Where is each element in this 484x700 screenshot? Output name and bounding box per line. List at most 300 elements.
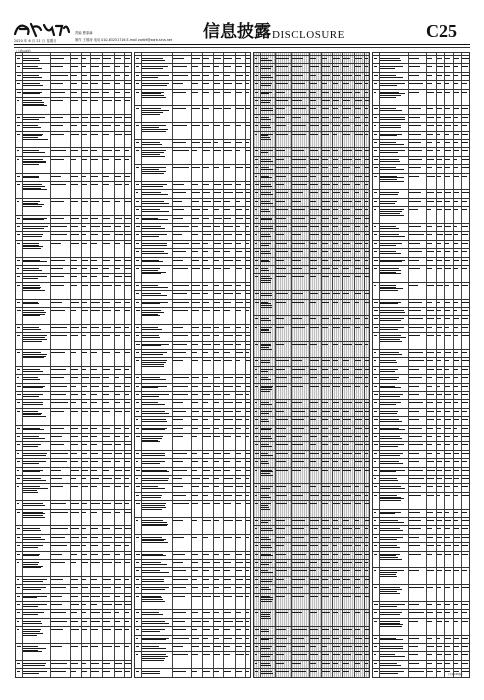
table-row (135, 517, 250, 535)
fine-print-text (23, 515, 43, 516)
fine-print-text (365, 293, 369, 294)
fine-print-text (91, 276, 97, 277)
table-row (16, 626, 131, 644)
fine-print-text (409, 226, 421, 227)
fine-print-text (82, 562, 88, 563)
fine-print-text (23, 270, 42, 271)
fine-print-text (445, 554, 451, 555)
fine-print-text (82, 470, 88, 471)
fine-print-text (203, 234, 211, 235)
fine-print-text (322, 638, 330, 639)
fine-print-text (103, 528, 110, 529)
fine-print-text (409, 234, 424, 235)
fine-print-text (343, 218, 350, 219)
fine-print-text (82, 596, 89, 597)
fine-print-text (276, 520, 285, 521)
fine-print-text (261, 547, 272, 548)
fine-print-text (454, 134, 459, 135)
fine-print-text (365, 419, 370, 420)
fine-print-text (333, 360, 338, 361)
fine-print-text (214, 495, 221, 496)
fine-print-text (292, 461, 304, 462)
fine-print-text (91, 377, 100, 378)
fine-print-text (103, 478, 112, 479)
fine-print-text (23, 444, 41, 445)
fine-print-text (136, 579, 139, 580)
fine-print-text (115, 545, 121, 546)
fine-print-text (142, 453, 165, 454)
fine-print-text (214, 251, 220, 252)
fine-print-text (343, 58, 350, 59)
table-row (16, 332, 131, 350)
fine-print-text (333, 58, 340, 59)
fine-print-text (437, 352, 441, 353)
fine-print-text (246, 520, 251, 521)
fine-print-text (82, 402, 87, 403)
fine-print-text (236, 302, 243, 303)
fine-print-text (427, 604, 432, 605)
fine-print-text (261, 280, 271, 281)
fine-print-text (380, 352, 399, 353)
fine-print-text (255, 108, 257, 109)
fine-print-text (115, 470, 122, 471)
fine-print-text (71, 310, 76, 311)
fine-print-text (380, 335, 401, 336)
fine-print-text (103, 134, 109, 135)
fine-print-text (125, 453, 131, 454)
fine-print-text (23, 218, 47, 219)
fine-print-text (261, 612, 271, 613)
fine-print-text (454, 268, 458, 269)
fine-print-text (23, 453, 47, 454)
fine-print-text (91, 75, 99, 76)
fine-print-text (445, 461, 450, 462)
fine-print-text (322, 260, 328, 261)
fine-print-text (462, 327, 468, 328)
fine-print-text (71, 663, 78, 664)
fine-print-text (276, 638, 287, 639)
fine-print-text (115, 562, 121, 563)
fine-print-text (23, 547, 38, 548)
fine-print-text (380, 419, 399, 420)
fine-print-text (380, 665, 401, 666)
fine-print-text (374, 444, 378, 445)
fine-print-text (142, 273, 161, 274)
fine-print-text (292, 260, 301, 261)
fine-print-text (192, 629, 197, 630)
fine-print-text (246, 285, 251, 286)
fine-print-text (246, 428, 249, 429)
fine-print-text (71, 478, 76, 479)
fine-print-text (261, 176, 269, 177)
fine-print-text (125, 612, 129, 613)
fine-print-text (214, 394, 221, 395)
fine-print-text (322, 92, 329, 93)
fine-print-text (173, 83, 183, 84)
fine-print-text (246, 386, 250, 387)
fine-print-text (437, 285, 443, 286)
fine-print-text (355, 192, 359, 193)
fine-print-text (173, 285, 189, 286)
fine-print-text (82, 327, 87, 328)
fine-print-text (292, 243, 305, 244)
fine-print-text (276, 243, 287, 244)
fine-print-text (454, 108, 459, 109)
fine-print-text (343, 386, 351, 387)
fine-print-text (292, 562, 305, 563)
fine-print-text (322, 428, 328, 429)
fine-print-text (454, 251, 458, 252)
fine-print-text (173, 142, 186, 143)
fine-print-text (365, 537, 368, 538)
fine-print-text (333, 209, 338, 210)
fine-print-text (255, 436, 258, 437)
fine-print-text (292, 596, 304, 597)
fine-print-text (380, 471, 396, 472)
fine-print-text (125, 310, 130, 311)
fine-print-text (214, 554, 219, 555)
fine-print-text (409, 369, 419, 370)
fine-print-text (23, 125, 38, 126)
fine-print-text (246, 411, 250, 412)
fine-print-text (142, 428, 167, 429)
fine-print-text (310, 327, 319, 328)
fine-print-text (343, 411, 349, 412)
fine-print-text (445, 646, 450, 647)
fine-print-text (136, 419, 138, 420)
fine-print-text (142, 150, 166, 151)
fine-print-text (355, 251, 360, 252)
fine-print-text (454, 654, 458, 655)
fine-print-text (255, 419, 258, 420)
fine-print-text (115, 453, 122, 454)
fine-print-text (255, 654, 257, 655)
fine-print-text (173, 92, 186, 93)
fine-print-text (246, 251, 250, 252)
fine-print-text (462, 167, 469, 168)
fine-print-text (310, 579, 319, 580)
fine-print-text (365, 554, 369, 555)
fine-print-text (380, 624, 403, 625)
fine-print-text (454, 150, 459, 151)
fine-print-text (23, 85, 43, 86)
fine-print-text (374, 142, 377, 143)
fine-print-text (462, 251, 467, 252)
table-row (135, 265, 250, 283)
fine-print-text (23, 579, 47, 580)
fine-print-text (322, 596, 329, 597)
fine-print-text (454, 512, 458, 513)
fine-print-text (91, 100, 98, 101)
fine-print-text (142, 360, 167, 361)
fine-print-text (355, 243, 362, 244)
fine-print-text (71, 58, 78, 59)
fine-print-text (71, 125, 77, 126)
fine-print-text (322, 671, 330, 672)
fine-print-text (445, 117, 451, 118)
fine-print-text (437, 201, 442, 202)
fine-print-text (246, 470, 250, 471)
fine-print-text (427, 402, 433, 403)
fine-print-text (71, 512, 79, 513)
fine-print-text (427, 428, 433, 429)
fine-print-text (292, 654, 307, 655)
table-row (16, 643, 131, 661)
fine-print-text (142, 524, 168, 525)
fine-print-text (380, 646, 403, 647)
fine-print-text (437, 260, 442, 261)
fine-print-text (136, 537, 139, 538)
fine-print-text (427, 486, 433, 487)
fine-print-text (261, 444, 269, 445)
fine-print-text (333, 218, 338, 219)
fine-print-text (51, 134, 64, 135)
fine-print-text (136, 260, 139, 261)
fine-print-text (276, 428, 286, 429)
fine-print-text (224, 293, 233, 294)
fine-print-text (142, 503, 166, 504)
fine-print-text (125, 302, 130, 303)
fine-print-text (173, 629, 186, 630)
fine-print-text (125, 285, 131, 286)
fine-print-text (409, 402, 423, 403)
fine-print-text (103, 268, 109, 269)
fine-print-text (142, 656, 168, 657)
fine-print-text (214, 344, 220, 345)
fine-print-text (343, 150, 352, 151)
fine-print-text (23, 581, 43, 582)
fine-print-text (310, 537, 318, 538)
fine-print-text (374, 302, 378, 303)
fine-print-text (355, 486, 359, 487)
fine-print-text (142, 639, 166, 640)
fine-print-text (445, 520, 451, 521)
fine-print-text (82, 335, 86, 336)
fine-print-text (91, 386, 99, 387)
fine-print-text (322, 503, 328, 504)
fine-print-text (23, 337, 45, 338)
fine-print-text (203, 503, 210, 504)
fine-print-text (310, 92, 316, 93)
fine-print-text (23, 471, 40, 472)
fine-print-text (462, 554, 468, 555)
fine-print-text (91, 58, 100, 59)
table-column-block (372, 52, 470, 678)
fine-print-text (261, 192, 271, 193)
fine-print-text (136, 621, 138, 622)
fine-print-text (310, 100, 316, 101)
fine-print-text (380, 260, 405, 261)
fine-print-text (343, 486, 351, 487)
section-title: 信息披露 (203, 22, 271, 42)
fine-print-text (261, 347, 269, 348)
fine-print-text (310, 377, 317, 378)
fine-print-text (380, 557, 398, 558)
fine-print-text (23, 648, 46, 649)
fine-print-text (23, 102, 44, 103)
fine-print-text (142, 471, 169, 472)
fine-print-text (236, 310, 241, 311)
fine-print-text (91, 528, 98, 529)
fine-print-text (333, 293, 340, 294)
fine-print-text (224, 192, 233, 193)
fine-print-text (142, 386, 167, 387)
fine-print-text (51, 579, 63, 580)
table-row (254, 467, 369, 485)
fine-print-text (192, 503, 198, 504)
fine-print-text (322, 234, 330, 235)
fine-print-text (214, 260, 219, 261)
fine-print-text (203, 453, 209, 454)
fine-print-text (374, 327, 378, 328)
fine-print-text (261, 330, 269, 331)
fine-print-text (173, 428, 183, 429)
fine-print-text (292, 318, 302, 319)
fine-print-text (23, 530, 41, 531)
fine-print-text (255, 58, 257, 59)
fine-print-text (246, 167, 250, 168)
fine-print-text (142, 192, 161, 193)
fine-print-text (365, 386, 368, 387)
table-row (254, 131, 369, 149)
fine-print-text (310, 428, 319, 429)
fine-print-text (203, 335, 210, 336)
fine-print-text (261, 110, 273, 111)
fine-print-text (125, 134, 131, 135)
fine-print-text (236, 537, 241, 538)
table-row (254, 383, 369, 401)
fine-print-text (462, 268, 467, 269)
fine-print-text (51, 612, 66, 613)
fine-print-text (142, 226, 161, 227)
table-row (373, 492, 469, 510)
fine-print-text (427, 302, 432, 303)
fine-print-text (462, 58, 469, 59)
fine-print-text (365, 150, 370, 151)
fine-print-text (310, 117, 319, 118)
fine-print-text (310, 562, 317, 563)
fine-print-text (192, 66, 198, 67)
fine-print-text (23, 189, 47, 190)
fine-print-text (333, 646, 340, 647)
table-row (135, 677, 250, 678)
fine-print-text (409, 251, 422, 252)
fine-print-text (374, 663, 377, 664)
fine-print-text (71, 75, 77, 76)
table-row (16, 131, 131, 149)
fine-print-text (142, 542, 168, 543)
fine-print-text (51, 453, 68, 454)
fine-print-text (125, 176, 130, 177)
fine-print-text (333, 318, 340, 319)
header-rule (14, 44, 470, 45)
fine-print-text (142, 154, 160, 155)
fine-print-text (17, 218, 20, 219)
table-row (254, 593, 369, 611)
fine-print-text (437, 117, 441, 118)
fine-print-text (462, 394, 468, 395)
fine-print-text (380, 404, 396, 405)
fine-print-text (374, 209, 376, 210)
fine-print-text (365, 318, 368, 319)
fine-print-text (322, 646, 327, 647)
fine-print-text (82, 604, 86, 605)
fine-print-text (462, 520, 469, 521)
fine-print-text (91, 394, 97, 395)
fine-print-text (261, 327, 272, 328)
fine-print-text (380, 591, 397, 592)
fine-print-text (173, 125, 187, 126)
fine-print-text (343, 251, 351, 252)
fine-print-text (23, 288, 40, 289)
fine-print-text (310, 360, 319, 361)
fine-print-text (322, 453, 330, 454)
table-row (254, 677, 369, 678)
fine-print-text (136, 587, 139, 588)
fine-print-text (365, 192, 368, 193)
fine-print-text (437, 226, 442, 227)
fine-print-text (236, 218, 243, 219)
fine-print-text (115, 478, 121, 479)
fine-print-text (380, 621, 400, 622)
table-row (16, 408, 131, 426)
fine-print-text (51, 604, 62, 605)
newspaper-logo (14, 20, 70, 38)
fine-print-text (462, 125, 467, 126)
fine-print-text (310, 125, 319, 126)
fine-print-text (23, 488, 48, 489)
fine-print-text (71, 671, 76, 672)
fine-print-text (292, 587, 303, 588)
fine-print-text (462, 663, 468, 664)
fine-print-text (246, 671, 249, 672)
fine-print-text (236, 251, 242, 252)
fine-print-text (17, 562, 19, 563)
fine-print-text (224, 310, 230, 311)
fine-print-text (23, 66, 38, 67)
fine-print-text (276, 100, 288, 101)
fine-print-text (261, 555, 273, 556)
fine-print-text (454, 226, 457, 227)
fine-print-text (292, 570, 307, 571)
fine-print-text (214, 201, 221, 202)
fine-print-text (365, 360, 369, 361)
fine-print-text (261, 377, 268, 378)
fine-print-text (333, 386, 340, 387)
table-row (373, 551, 469, 569)
fine-print-text (276, 554, 286, 555)
fine-print-text (261, 93, 269, 94)
fine-print-text (445, 192, 451, 193)
fine-print-text (115, 579, 121, 580)
fine-print-text (437, 444, 441, 445)
fine-print-text (142, 394, 169, 395)
fine-print-text (365, 663, 368, 664)
fine-print-text (203, 562, 210, 563)
fine-print-text (355, 100, 362, 101)
fine-print-text (343, 327, 350, 328)
fine-print-text (427, 318, 434, 319)
fine-print-text (192, 470, 197, 471)
fine-print-text (142, 379, 166, 380)
fine-print-text (103, 596, 110, 597)
fine-print-text (23, 554, 40, 555)
fine-print-text (142, 270, 158, 271)
fine-print-text (454, 495, 458, 496)
fine-print-text (125, 92, 130, 93)
fine-print-text (292, 444, 303, 445)
fine-print-text (136, 478, 138, 479)
